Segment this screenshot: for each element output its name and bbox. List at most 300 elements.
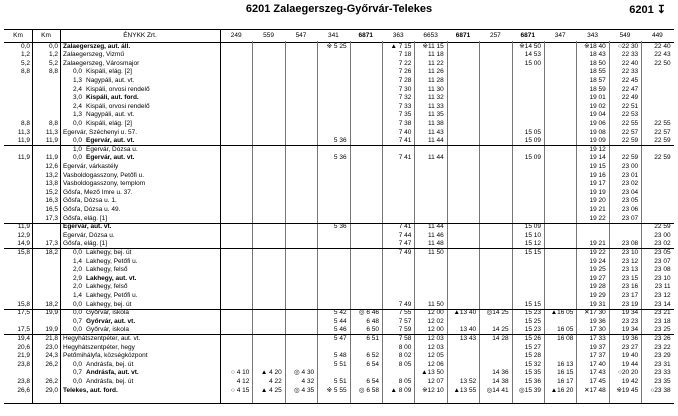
train-header-363: 363	[392, 32, 404, 39]
time-cell: 22 40	[621, 59, 639, 67]
time-cell: 22 53	[621, 111, 639, 119]
time-cell: 11 32	[427, 94, 444, 102]
table-row	[4, 378, 674, 386]
time-cell: 11 50	[427, 300, 444, 308]
time-cell: 19 09	[589, 137, 606, 145]
time-cell: 19 36	[621, 334, 639, 342]
time-cell: 19 34	[621, 326, 639, 334]
station-name: Egervár, aut. vt.	[86, 154, 135, 162]
time-cell: 23 18	[654, 317, 671, 325]
time-cell: 23 29	[654, 352, 671, 360]
time-cell: ✕17 48	[584, 386, 606, 394]
time-cell: 23 27	[621, 343, 639, 351]
table-row	[4, 172, 674, 180]
time-cell: 23 01	[621, 171, 639, 179]
time-cell: 15 09	[524, 137, 541, 145]
time-cell: 14 53	[524, 51, 541, 59]
time-cell: 19 06	[589, 119, 606, 127]
time-cell: 11 18	[427, 51, 444, 59]
km1-cell: 26,6	[17, 386, 30, 394]
km1-cell: 11,9	[17, 137, 30, 145]
time-cell: 18 43	[589, 51, 606, 59]
km2-cell: 13,8	[45, 180, 58, 188]
table-row	[4, 120, 674, 128]
time-cell: 23 12	[621, 257, 639, 265]
km1-cell: 19,4	[17, 334, 30, 342]
table-row	[4, 344, 674, 352]
km2-cell: 18,2	[45, 248, 58, 256]
km1-header: Km	[13, 32, 23, 39]
time-cell: 5 44	[333, 317, 347, 325]
time-cell: 11 26	[427, 68, 444, 76]
station-name: Hegyhátszentpéter, aut. vt.	[63, 334, 141, 342]
station-name: Andrásfa, aut. vt.	[86, 369, 139, 377]
km2-cell: 15,2	[45, 188, 58, 196]
time-cell: 22 40	[654, 42, 671, 50]
time-cell: 7 30	[398, 85, 412, 93]
station-name: Zalaegerszeg, Városmajor	[63, 59, 140, 67]
table-row	[4, 326, 674, 334]
time-cell: 5 47	[333, 334, 347, 342]
time-cell: ▲13 50	[421, 369, 444, 377]
time-cell: 23 21	[654, 309, 671, 317]
time-cell: 5 36	[333, 223, 347, 231]
train-header-6871: 6871	[455, 32, 471, 39]
sub-km-cell: 0,0	[72, 377, 82, 385]
km1-cell: 14,9	[17, 240, 30, 248]
time-cell: 23 33	[654, 369, 671, 377]
km2-cell: 11,9	[45, 154, 58, 162]
time-cell: 23 15	[621, 274, 639, 282]
time-cell: 23 22	[654, 343, 671, 351]
time-cell: 4 12	[236, 377, 250, 385]
time-cell: 8 00	[398, 343, 412, 351]
sub-km-cell: 2,9	[72, 274, 82, 282]
time-cell: 19 25	[589, 266, 606, 274]
time-cell: ▲13 55	[453, 386, 477, 394]
time-cell: 23 06	[621, 205, 639, 213]
km1-cell: 12,9	[17, 231, 30, 239]
time-cell: 19 22	[589, 214, 606, 222]
sub-km-cell: 0,0	[72, 68, 82, 76]
km2-cell: 0,0	[48, 42, 58, 50]
sub-km-cell: 3,0	[72, 94, 82, 102]
time-cell: 11 38	[427, 119, 444, 127]
time-cell: 23 08	[621, 240, 639, 248]
sub-km-cell: 0,7	[72, 369, 82, 377]
table-row	[4, 292, 674, 300]
time-cell: 5 42	[333, 309, 347, 317]
time-cell: 19 21	[589, 240, 606, 248]
station-name: Nagypáli, aut. vt.	[86, 111, 135, 119]
table-row	[4, 266, 674, 274]
time-cell: 11 44	[427, 137, 444, 145]
time-cell: 22 59	[621, 154, 639, 162]
time-cell: 5 36	[333, 154, 347, 162]
time-cell: 17 30	[589, 326, 606, 334]
table-row	[4, 301, 674, 309]
time-cell: ◎ 6 58	[358, 386, 379, 394]
time-cell: 23 07	[654, 257, 671, 265]
station-name: Egervár, várkastély	[63, 162, 119, 170]
time-cell: 15 09	[524, 223, 541, 231]
station-name: Petőmihályfa, községközpont	[63, 352, 148, 360]
time-cell: 12 03	[427, 343, 444, 351]
table-row	[4, 180, 674, 188]
km1-cell: 11,3	[17, 128, 30, 136]
time-cell: ※ 5 25	[326, 42, 347, 50]
km2-cell: 21,8	[45, 334, 58, 342]
time-cell: 15 32	[524, 360, 541, 368]
km1-cell: 15,8	[17, 248, 30, 256]
time-cell: 7 33	[398, 102, 412, 110]
station-name: Győrvár, aut. vt.	[86, 317, 136, 325]
table-row	[4, 283, 674, 291]
time-cell: 19 12	[589, 145, 606, 153]
station-name: Gősfa, elág. [1]	[63, 214, 108, 222]
time-cell: 19 27	[589, 274, 606, 282]
km1-cell: 11,9	[17, 154, 30, 162]
time-cell: 22 59	[654, 154, 671, 162]
page-title: 6201 Zalaegerszeg-Győrvár-Telekes	[245, 3, 433, 15]
time-cell: ▲ 8 09	[390, 386, 412, 394]
time-cell: 7 32	[398, 94, 412, 102]
km2-cell: 23,0	[45, 343, 58, 351]
time-cell: 12 07	[427, 377, 444, 385]
table-row	[4, 309, 674, 317]
time-cell: 16 15	[557, 369, 574, 377]
time-cell: 7 55	[398, 309, 412, 317]
km1-cell: 8,8	[20, 119, 30, 127]
time-cell: 7 41	[398, 137, 412, 145]
km1-cell: 1,2	[20, 51, 30, 59]
station-name: Egervár, Széchenyi u. 57.	[63, 128, 138, 136]
time-cell: 6 50	[366, 326, 379, 334]
km1-cell: 23,8	[17, 377, 30, 385]
time-cell: ※11 15	[422, 42, 444, 50]
time-cell: 23 26	[654, 334, 671, 342]
km1-cell: 20,6	[17, 343, 30, 351]
table-row	[4, 94, 674, 102]
time-cell: ○23 38	[650, 386, 671, 394]
time-cell: ▲ 4 25	[260, 386, 282, 394]
time-cell: 15 15	[524, 248, 541, 256]
train-header-347: 347	[554, 32, 566, 39]
sub-km-cell: 1,4	[72, 291, 82, 299]
time-cell: 19 29	[589, 291, 606, 299]
time-cell: 19 21	[589, 205, 606, 213]
time-cell: 19 22	[589, 248, 606, 256]
station-name: Lakhegy, felső	[86, 283, 128, 291]
km2-cell: 16,5	[45, 205, 58, 213]
time-cell: 23 02	[654, 240, 671, 248]
time-cell: 12 05	[427, 352, 444, 360]
time-cell: ▲16 05	[550, 309, 574, 317]
time-cell: 23 17	[621, 291, 639, 299]
sub-km-cell: 0,0	[72, 119, 82, 127]
time-cell: 23 00	[621, 162, 639, 170]
sub-km-cell: 1,3	[72, 76, 82, 84]
station-name: Vasboldogasszony, Petőfi u.	[63, 171, 145, 179]
sub-km-cell: 2,4	[72, 102, 82, 110]
time-cell: 23 13	[621, 266, 639, 274]
time-cell: 15 10	[524, 231, 541, 239]
station-name: Andrásfa, bej. út	[86, 377, 134, 385]
time-cell: 15 09	[524, 154, 541, 162]
sub-km-cell: 2,0	[72, 266, 82, 274]
time-cell: 17 40	[589, 360, 606, 368]
sub-km-cell: 2,0	[72, 283, 82, 291]
table-row	[4, 232, 674, 240]
table-row	[4, 275, 674, 283]
station-name: Kispáli, elág. [2]	[86, 68, 132, 76]
time-cell: 19 17	[589, 180, 606, 188]
time-cell: 23 31	[654, 360, 671, 368]
time-cell: 18 55	[589, 68, 606, 76]
station-name: Kispáli, elág. [2]	[86, 119, 132, 127]
time-cell: 22 47	[621, 85, 639, 93]
time-cell: 19 44	[621, 360, 639, 368]
table-row	[4, 249, 674, 257]
time-cell: 8 05	[398, 377, 412, 385]
station-name: Vasboldogasszony, templom	[63, 180, 146, 188]
time-cell: 22 59	[654, 137, 671, 145]
time-cell: 15 15	[524, 300, 541, 308]
time-cell: 4 32	[301, 377, 315, 385]
time-cell: 23 19	[621, 300, 639, 308]
km1-cell: 15,8	[17, 300, 30, 308]
route-number: 6201 ↧	[629, 4, 666, 16]
time-cell: ◎ 4 30	[294, 369, 315, 377]
time-cell: 18 59	[589, 85, 606, 93]
table-row	[4, 197, 674, 205]
station-name: Lakhegy, Petőfi u.	[86, 257, 138, 265]
time-cell: 17 45	[589, 377, 606, 385]
time-cell: 19 40	[621, 352, 639, 360]
time-cell: 23 08	[654, 266, 671, 274]
sub-km-cell: 0,0	[72, 300, 82, 308]
time-cell: 22 57	[654, 128, 671, 136]
time-cell: 19 28	[589, 283, 606, 291]
time-cell: 19 08	[589, 128, 606, 136]
time-cell: 23 07	[621, 214, 639, 222]
time-cell: 11 48	[427, 240, 444, 248]
train-header-257: 257	[489, 32, 501, 39]
time-cell: 15 23	[524, 326, 541, 334]
time-cell: ○ 4 15	[231, 386, 250, 394]
time-cell: 19 01	[589, 94, 606, 102]
time-cell: 19 31	[589, 300, 606, 308]
time-cell: 5 51	[333, 377, 347, 385]
time-cell: 11 44	[427, 154, 444, 162]
km1-cell: 5,2	[20, 59, 30, 67]
station-name: Lakhegy, bej. út	[86, 300, 132, 308]
station-name: Egervár, Dózsa u.	[86, 145, 138, 153]
time-cell: 5 46	[333, 326, 347, 334]
sub-km-cell: 1,4	[72, 257, 82, 265]
train-header-6653: 6653	[423, 32, 438, 39]
sub-km-cell: 0,0	[72, 309, 82, 317]
time-cell: 11 33	[427, 102, 444, 110]
time-cell: 13 40	[459, 326, 477, 334]
time-cell: 7 22	[398, 59, 412, 67]
time-cell: 22 50	[654, 59, 671, 67]
time-cell: 19 04	[589, 111, 606, 119]
time-cell: 23 16	[621, 283, 639, 291]
time-cell: 23 02	[621, 180, 639, 188]
time-cell: 22 59	[621, 137, 639, 145]
sub-km-cell: 0,0	[72, 248, 82, 256]
time-cell: 8 05	[398, 360, 412, 368]
km2-cell: 11,3	[45, 128, 58, 136]
time-cell: 14 36	[492, 369, 509, 377]
time-cell: 15 28	[524, 352, 541, 360]
sub-km-cell: 1,0	[72, 145, 82, 153]
table-row	[4, 137, 674, 145]
time-cell: 22 43	[654, 51, 671, 59]
time-cell: 6 54	[366, 377, 379, 385]
table-row	[4, 361, 674, 369]
km2-cell: 8,8	[48, 68, 58, 76]
time-cell: 11 30	[427, 85, 444, 93]
time-cell: 19 24	[589, 257, 606, 265]
station-name: Lakhegy, bej. út	[86, 248, 132, 256]
train-header-449: 449	[651, 32, 663, 39]
time-cell: ※ 5 55	[326, 386, 347, 394]
time-cell: 22 57	[621, 128, 639, 136]
time-cell: 23 25	[654, 326, 671, 334]
km1-cell: 0,0	[20, 42, 30, 50]
time-cell: 23 10	[654, 274, 671, 282]
km2-cell: 26,2	[45, 360, 58, 368]
time-cell: ○22 30	[617, 42, 639, 50]
time-cell: 5 51	[333, 360, 347, 368]
time-cell: 22 51	[621, 102, 639, 110]
sub-km-cell: 2,4	[72, 85, 82, 93]
table-row	[4, 103, 674, 111]
station-name: Nagypáli, aut. vt.	[86, 76, 135, 84]
km2-cell: 8,8	[48, 119, 58, 127]
km2-cell: 18,2	[45, 300, 58, 308]
time-cell: 7 59	[398, 326, 412, 334]
train-header-6871: 6871	[358, 32, 374, 39]
time-cell: ※19 45	[616, 386, 639, 394]
time-cell: 19 37	[589, 343, 606, 351]
station-name: Lakhegy, felső	[86, 266, 128, 274]
time-cell: 15 12	[524, 240, 541, 248]
table-row	[4, 43, 674, 51]
time-cell: ◎14 25	[486, 309, 509, 317]
km2-cell: 19,9	[45, 309, 58, 317]
time-cell: 19 19	[589, 188, 606, 196]
sub-km-cell: 0,0	[72, 326, 82, 334]
time-cell: 12 02	[427, 317, 444, 325]
table-row	[4, 352, 674, 360]
station-name: Hegyhátszentpéter, hegy	[63, 343, 135, 351]
time-cell: 11 46	[427, 231, 444, 239]
time-cell: 13 52	[459, 377, 477, 385]
time-cell: 23 05	[654, 248, 671, 256]
time-cell: 4 22	[269, 377, 282, 385]
table-row	[4, 215, 674, 223]
time-cell: 11 28	[427, 76, 444, 84]
time-cell: 7 49	[398, 300, 412, 308]
time-cell: 22 49	[621, 94, 639, 102]
station-name: Kispáli, orvosi rendelő	[86, 102, 150, 110]
time-cell: 7 47	[398, 240, 412, 248]
time-cell: 17 37	[589, 352, 606, 360]
table-row	[4, 206, 674, 214]
km2-cell: 24,3	[45, 352, 58, 360]
station-name: Egervár, aut. vt.	[63, 223, 112, 231]
time-cell: ◎ 4 35	[294, 386, 315, 394]
station-name: Zalaegerszeg, aut. áll.	[63, 42, 131, 50]
time-cell: 7 26	[398, 68, 412, 76]
time-cell: 19 36	[589, 317, 606, 325]
km2-cell: 5,2	[48, 59, 58, 67]
time-cell: 12 06	[427, 360, 444, 368]
km1-cell: 17,5	[17, 326, 30, 334]
time-cell: 22 55	[654, 119, 671, 127]
time-cell: 19 02	[589, 102, 606, 110]
time-cell: 6 51	[366, 334, 379, 342]
time-cell: 23 04	[621, 188, 639, 196]
time-cell: 22 55	[621, 119, 639, 127]
operator-header: ÉNYKK Zrt.	[123, 32, 157, 39]
station-name: Lakhegy, Petőfi u.	[86, 291, 138, 299]
time-cell: 22 33	[621, 68, 639, 76]
table-row	[4, 129, 674, 137]
time-cell: 15 26	[524, 334, 541, 342]
km2-cell: 17,3	[45, 240, 58, 248]
time-cell: 14 38	[492, 377, 509, 385]
time-cell: 12 00	[427, 309, 444, 317]
station-name: Kispáli, aut. ford.	[86, 94, 139, 102]
table-row	[4, 223, 674, 231]
time-cell: 6 54	[366, 360, 379, 368]
time-cell: 22 45	[621, 76, 639, 84]
time-cell: 16 13	[557, 360, 574, 368]
table-row	[4, 335, 674, 343]
time-cell: 17 33	[589, 334, 606, 342]
time-cell: 23 14	[654, 300, 671, 308]
train-header-249: 249	[230, 32, 242, 39]
train-header-559: 559	[263, 32, 275, 39]
time-cell: 15 25	[524, 317, 541, 325]
time-cell: 13 43	[459, 334, 477, 342]
station-name: Egervár, aut. vt.	[86, 137, 135, 145]
table-row	[4, 163, 674, 171]
km2-cell: 1,2	[48, 51, 58, 59]
time-cell: 12 00	[427, 326, 444, 334]
time-cell: 7 18	[398, 51, 412, 59]
train-header-6871: 6871	[520, 32, 536, 39]
time-cell: ◎14 41	[486, 386, 509, 394]
time-cell: 11 22	[427, 59, 444, 67]
km2-cell: 29,0	[45, 386, 58, 394]
station-name: Gősfa, elág. [1]	[63, 240, 108, 248]
time-cell: 12 03	[427, 334, 444, 342]
train-header-341: 341	[327, 32, 339, 39]
time-cell: 6 48	[366, 317, 379, 325]
time-cell: ※12 10	[422, 386, 444, 394]
time-cell: 19 42	[621, 377, 639, 385]
sub-km-cell: 0,0	[72, 360, 82, 368]
time-cell: 22 33	[621, 51, 639, 59]
time-cell: 6 52	[366, 352, 379, 360]
time-cell: 15 27	[524, 343, 541, 351]
time-cell: 11 35	[427, 111, 444, 119]
